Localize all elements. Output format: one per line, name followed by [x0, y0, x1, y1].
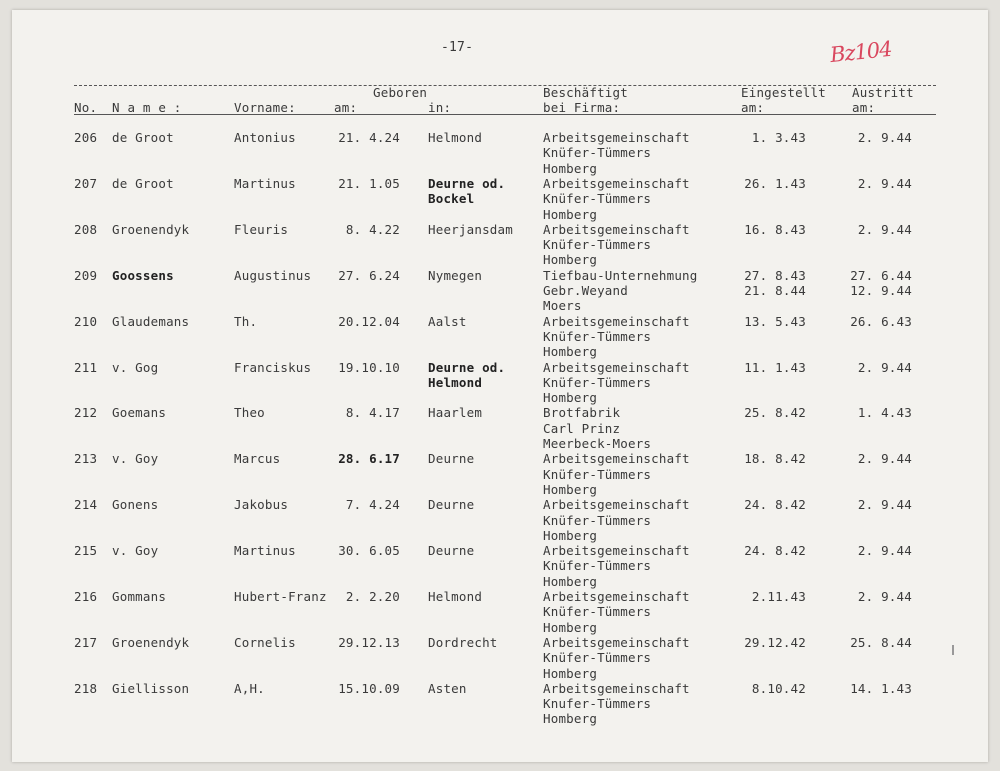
row-firma-line: Gebr.Weyand [543, 283, 628, 298]
row-name: Giellisson [112, 680, 190, 696]
row-firma-line: Knüfer-Tümmers [543, 650, 652, 666]
row-firma-line: Arbeitsgemeinschaft [543, 175, 690, 191]
row-geb-in: Bockel [428, 191, 475, 207]
header-eingestellt-am: am: [741, 100, 765, 115]
row-geb-in: Dordrecht [428, 634, 498, 650]
row-firma-line: Homberg [543, 665, 598, 681]
row-eingestellt: 18. 8.42 [744, 451, 806, 467]
row-no: 211 [74, 359, 98, 375]
row-geb-in: Helmond [428, 589, 483, 604]
row-geb-am: 2. 2.20 [345, 589, 400, 604]
row-vorname: Hubert-Franz [234, 589, 327, 604]
header-name: N a m e : [112, 100, 182, 115]
row-geb-in: Deurne od. [428, 175, 506, 191]
row-firma-line: Knüfer-Tümmers [543, 512, 652, 528]
row-austritt: 2. 9.44 [857, 130, 912, 145]
row-name: Goemans [112, 405, 167, 421]
header-geboren: Geboren [373, 85, 428, 100]
row-firma-line: Homberg [543, 160, 598, 176]
row-no: 208 [74, 221, 98, 237]
row-firma-line: Arbeitsgemeinschaft [543, 221, 690, 237]
row-vorname: Antonius [234, 130, 296, 145]
row-vorname: Fleuris [234, 221, 289, 237]
row-geb-in: Helmond [428, 130, 483, 145]
row-austritt: 2. 9.44 [857, 359, 912, 375]
row-firma-line: Knüfer-Tümmers [543, 145, 652, 161]
header-eingestellt: Eingestellt [741, 85, 826, 100]
row-eingestellt: 2.11.43 [751, 589, 806, 604]
header-vorname: Vorname: [234, 100, 296, 115]
row-geb-am: 15.10.09 [338, 680, 400, 696]
row-firma-line: Knüfer-Tümmers [543, 237, 652, 253]
header-bottom-rule [74, 114, 936, 115]
row-geb-am: 19.10.10 [338, 359, 400, 375]
row-firma-line: Arbeitsgemeinschaft [543, 497, 690, 513]
row-geb-in: Heerjansdam [428, 221, 513, 237]
row-firma-line: Brotfabrik [543, 405, 621, 421]
row-austritt: 2. 9.44 [857, 497, 912, 513]
row-austritt: 25. 8.44 [850, 634, 912, 650]
header-austritt: Austritt [852, 85, 914, 100]
row-geb-am: 28. 6.17 [338, 451, 400, 467]
row-eingestellt: 8.10.42 [751, 680, 806, 696]
row-eingestellt: 13. 5.43 [744, 313, 806, 329]
row-firma-line: Homberg [543, 390, 598, 406]
row-no: 217 [74, 634, 98, 650]
row-name: Gonens [112, 497, 159, 513]
row-vorname: Augustinus [234, 267, 312, 283]
row-vorname: A,H. [234, 680, 265, 696]
row-austritt: 2. 9.44 [857, 451, 912, 467]
row-firma-line: Carl Prinz [543, 420, 621, 436]
row-eingestellt: 27. 8.43 [744, 267, 806, 283]
row-austritt: 2. 9.44 [857, 221, 912, 237]
row-eingestellt: 26. 1.43 [744, 175, 806, 191]
row-firma-line: Homberg [543, 573, 598, 589]
row-firma-line: Arbeitsgemeinschaft [543, 589, 690, 604]
row-geb-in: Asten [428, 680, 467, 696]
row-name: v. Gog [112, 359, 159, 375]
header-austritt-am: am: [852, 100, 876, 115]
row-geb-am: 30. 6.05 [338, 543, 400, 559]
row-no: 209 [74, 267, 98, 283]
header-beschaeftigt: Beschäftigt [543, 85, 628, 100]
row-austritt: 27. 6.44 [850, 267, 912, 283]
row-name: de Groot [112, 130, 174, 145]
row-firma-line: Arbeitsgemeinschaft [543, 451, 690, 467]
row-no: 206 [74, 130, 98, 145]
row-geb-in: Nymegen [428, 267, 483, 283]
row-geb-am: 29.12.13 [338, 634, 400, 650]
row-firma-line: Homberg [543, 481, 598, 497]
row-firma-line: Moers [543, 298, 582, 314]
row-vorname: Theo [234, 405, 265, 421]
row-eingestellt: 16. 8.43 [744, 221, 806, 237]
row-firma-line: Knüfer-Tümmers [543, 374, 652, 390]
archive-stamp: Bz104 [828, 36, 893, 68]
row-vorname: Jakobus [234, 497, 289, 513]
row-name: Groenendyk [112, 634, 190, 650]
row-no: 216 [74, 589, 98, 604]
row-firma-line: Knüfer-Tümmers [543, 466, 652, 482]
row-geb-in: Aalst [428, 313, 467, 329]
row-no: 214 [74, 497, 98, 513]
row-no: 215 [74, 543, 98, 559]
row-geb-am: 27. 6.24 [338, 267, 400, 283]
row-no: 212 [74, 405, 98, 421]
row-geb-in: Deurne [428, 543, 475, 559]
row-firma-line: Knüfer-Tümmers [543, 604, 652, 620]
row-geb-in: Deurne [428, 497, 475, 513]
row-austritt: 2. 9.44 [857, 589, 912, 604]
row-geb-am: 20.12.04 [338, 313, 400, 329]
row-austritt: 2. 9.44 [857, 543, 912, 559]
row-firma-line: Homberg [543, 619, 598, 635]
row-firma-line: Arbeitsgemeinschaft [543, 130, 690, 145]
row-firma-line: Homberg [543, 252, 598, 268]
row-geb-in: Deurne od. [428, 359, 506, 375]
row-firma-line: Meerbeck-Moers [543, 436, 652, 451]
row-austritt: 2. 9.44 [857, 175, 912, 191]
row-firma-line: Knufer-Tümmers [543, 696, 652, 712]
row-vorname: Martinus [234, 543, 296, 559]
header-no: No. [74, 100, 98, 115]
row-geb-am: 7. 4.24 [345, 497, 400, 513]
row-eingestellt: 21. 8.44 [744, 283, 806, 298]
page-number: -17- [441, 40, 474, 55]
row-firma-line: Homberg [543, 344, 598, 360]
row-no: 213 [74, 451, 98, 467]
row-geb-am: 8. 4.22 [345, 221, 400, 237]
row-firma-line: Homberg [543, 206, 598, 222]
row-name: Groenendyk [112, 221, 190, 237]
row-austritt: 26. 6.43 [850, 313, 912, 329]
row-firma-line: Arbeitsgemeinschaft [543, 313, 690, 329]
row-eingestellt: 29.12.42 [744, 634, 806, 650]
row-geb-in: Deurne [428, 451, 475, 467]
row-eingestellt: 24. 8.42 [744, 497, 806, 513]
row-austritt: 14. 1.43 [850, 680, 912, 696]
row-austritt: 1. 4.43 [857, 405, 912, 421]
row-name: v. Goy [112, 543, 159, 559]
row-name: Glaudemans [112, 313, 190, 329]
row-austritt: 12. 9.44 [850, 283, 912, 298]
header-geb-am: am: [334, 100, 358, 115]
row-firma-line: Knüfer-Tümmers [543, 558, 652, 574]
row-firma-line: Homberg [543, 527, 598, 543]
row-eingestellt: 25. 8.42 [744, 405, 806, 421]
row-vorname: Marcus [234, 451, 281, 467]
row-firma-line: Arbeitsgemeinschaft [543, 543, 690, 559]
row-geb-in: Helmond [428, 374, 483, 390]
header-firma: bei Firma: [543, 100, 621, 115]
row-geb-in: Haarlem [428, 405, 483, 421]
row-name: Goossens [112, 267, 174, 283]
row-no: 207 [74, 175, 98, 191]
margin-mark [952, 645, 954, 655]
row-no: 218 [74, 680, 98, 696]
row-firma-line: Knüfer-Tümmers [543, 328, 652, 344]
row-no: 210 [74, 313, 98, 329]
row-geb-am: 8. 4.17 [345, 405, 400, 421]
row-firma-line: Arbeitsgemeinschaft [543, 680, 690, 696]
row-vorname: Franciskus [234, 359, 312, 375]
row-firma-line: Arbeitsgemeinschaft [543, 359, 690, 375]
row-firma-line: Knüfer-Tümmers [543, 191, 652, 207]
row-name: Gommans [112, 589, 167, 604]
row-eingestellt: 11. 1.43 [744, 359, 806, 375]
row-eingestellt: 1. 3.43 [751, 130, 806, 145]
row-vorname: Cornelis [234, 634, 296, 650]
header-geb-in: in: [428, 100, 452, 115]
row-eingestellt: 24. 8.42 [744, 543, 806, 559]
row-name: de Groot [112, 175, 174, 191]
row-firma-line: Tiefbau-Unternehmung [543, 267, 698, 283]
row-geb-am: 21. 4.24 [338, 130, 400, 145]
row-geb-am: 21. 1.05 [338, 175, 400, 191]
row-firma-line: Homberg [543, 711, 598, 727]
row-vorname: Martinus [234, 175, 296, 191]
row-firma-line: Arbeitsgemeinschaft [543, 634, 690, 650]
row-name: v. Goy [112, 451, 159, 467]
row-vorname: Th. [234, 313, 258, 329]
